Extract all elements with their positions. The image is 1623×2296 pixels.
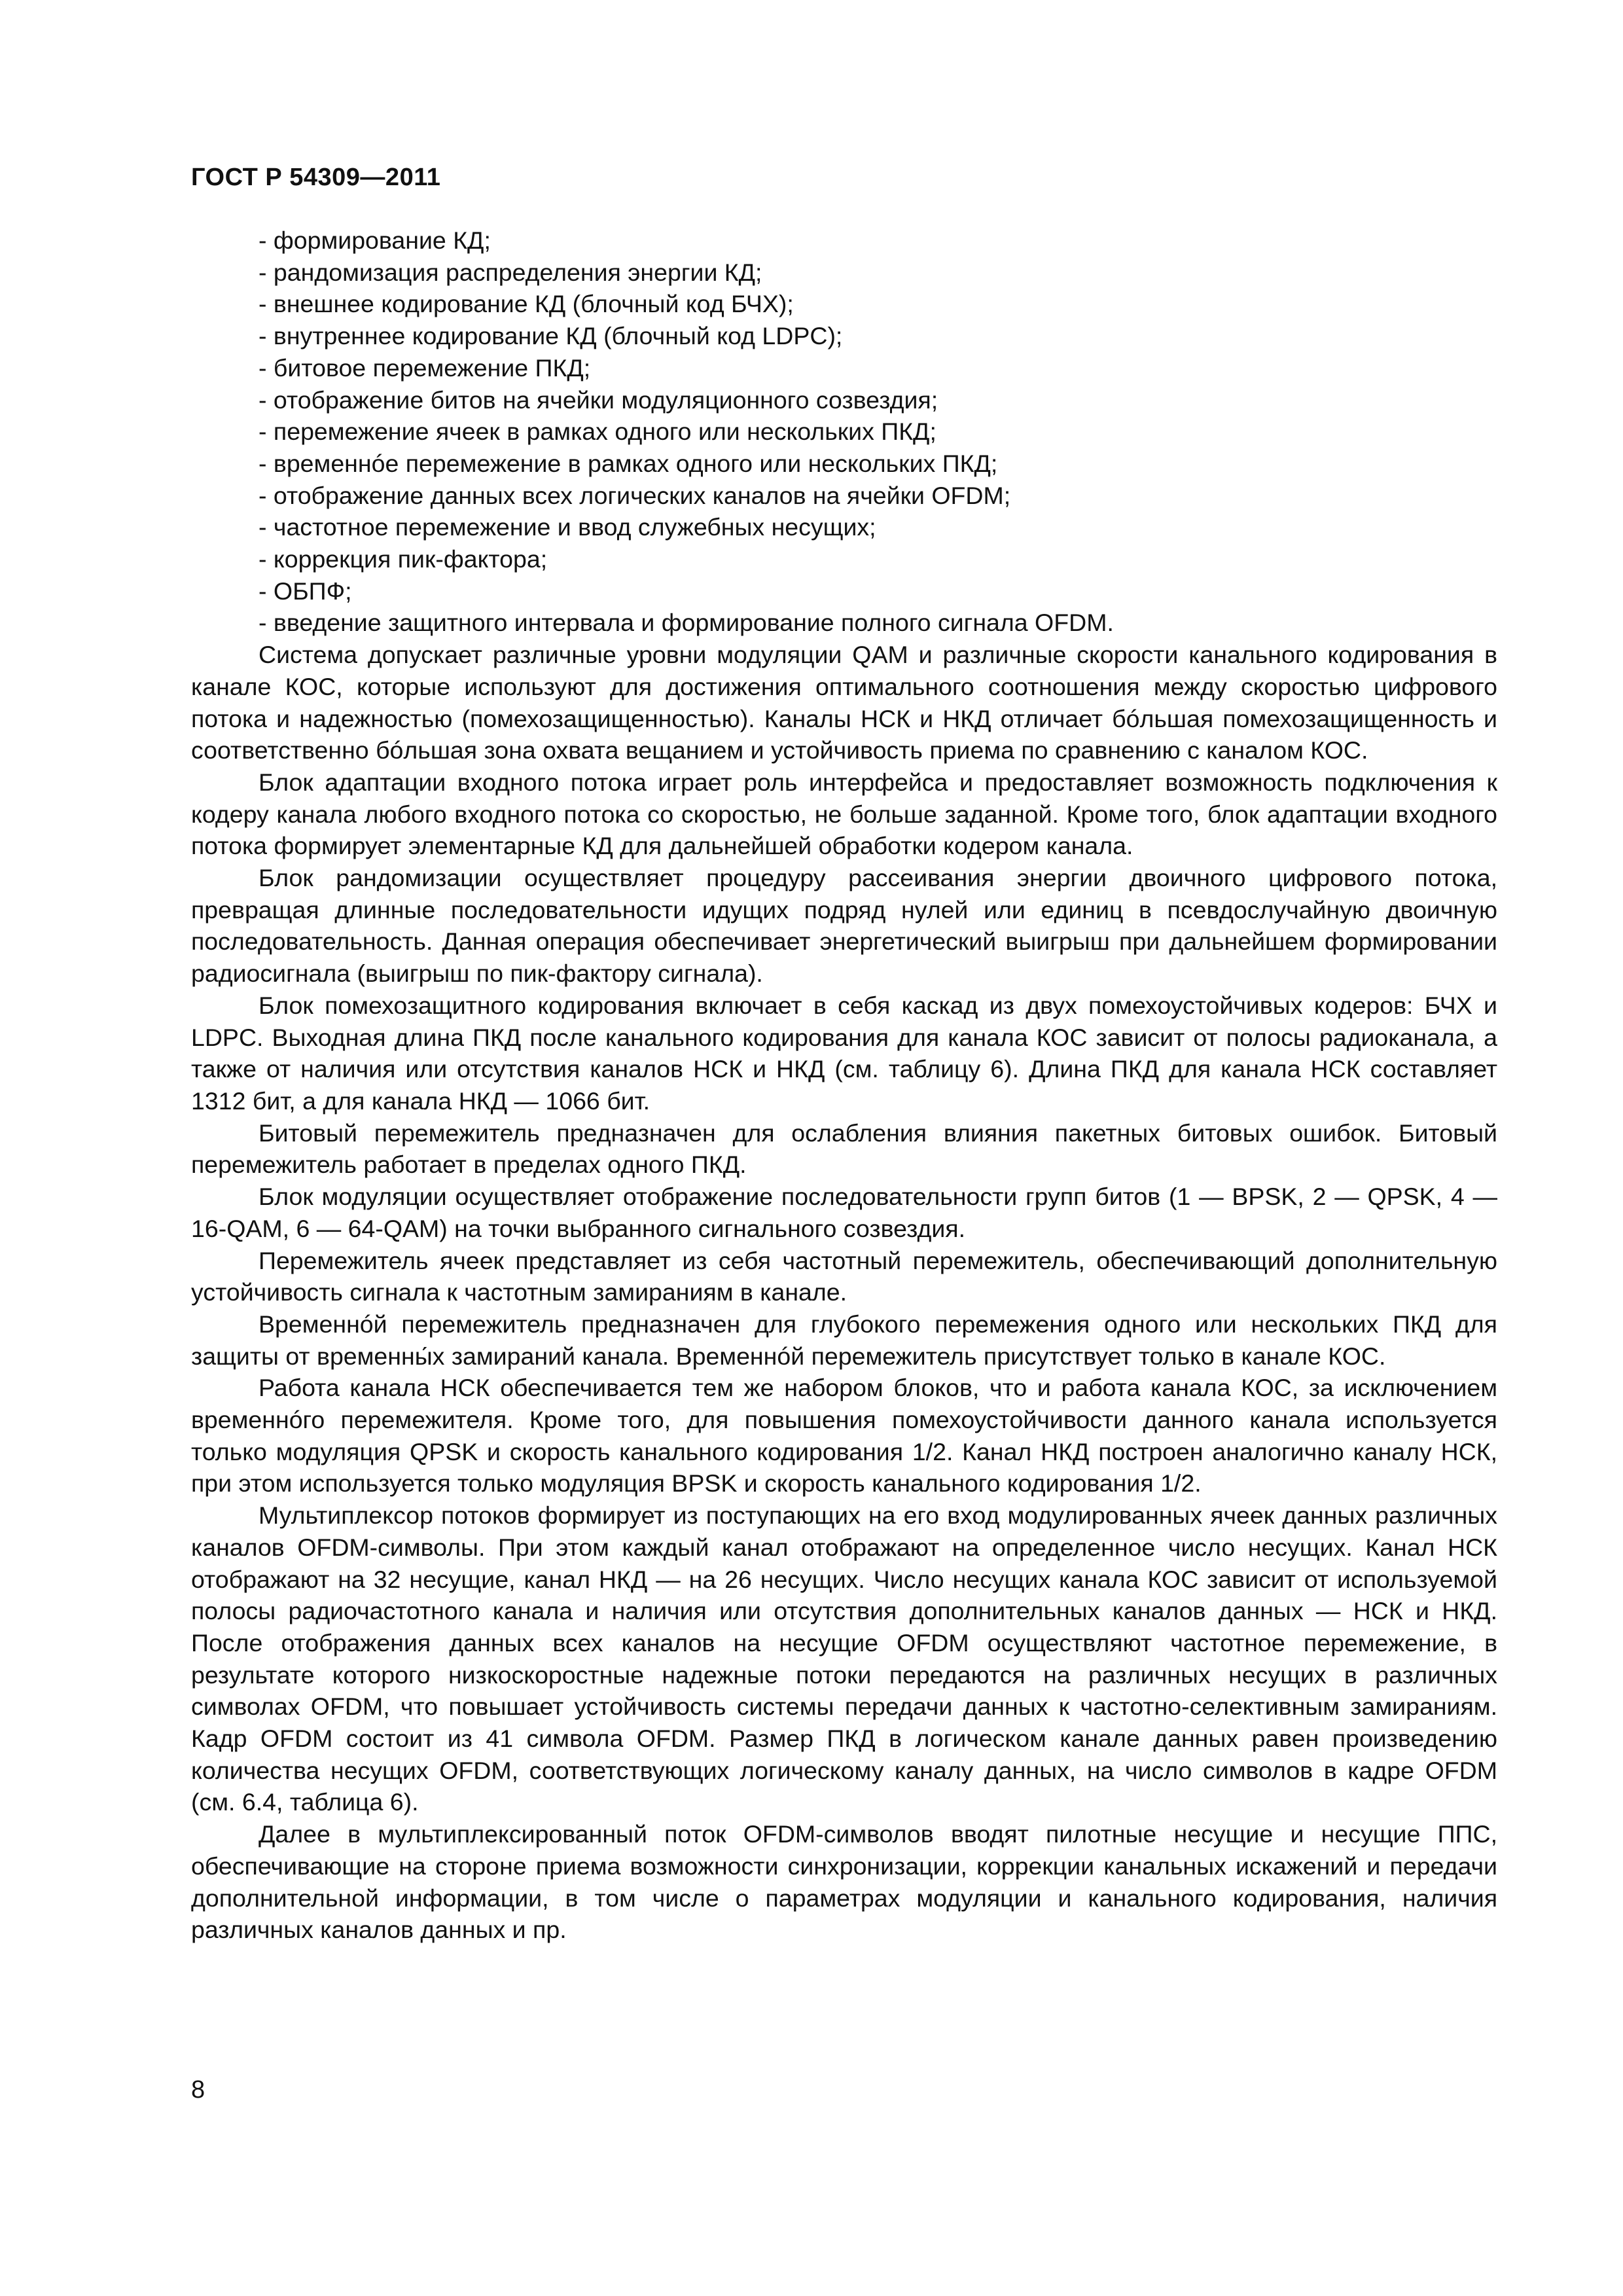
page-content [191, 224, 1497, 1946]
list-item: - битовое перемежение ПКД; [259, 353, 591, 382]
list-item: - введение защитного интервала и формирование полного сигнала OFDM. [259, 609, 1114, 637]
list-item: - временнóе перемежение в рамках одного или нескольких ПКД; [259, 449, 998, 477]
list-item: - внутреннее кодирование КД (блочный код LDPC); [259, 322, 843, 350]
list-item: - внешнее кодирование КД (блочный код БЧХ); [259, 290, 794, 318]
document-id-header: ГОСТ Р 54309—2011 [191, 164, 441, 191]
paragraph: Перемежитель ячеек представляет из себя частотный перемежитель, обеспечивающий дополнительную устойчивость сигнала к частотным замираниям в канале. [191, 1246, 1497, 1306]
paragraph: Битовый перемежитель предназначен для ослабления влияния пакетных битовых ошибок. Битовый перемежитель работает в пределах одного ПКД. [191, 1119, 1497, 1179]
paragraph: Мультиплексор потоков формирует из поступающих на его вход модулированных ячеек данных различных каналов OFDM-символы. При этом каждый канал отображают на определенное число несущих. Канал НСК отображают на 32 несущие, канал НКД — на 26 несущих. Число несущих канала КОС зависит от используемой полосы радиочастотного канала и наличия или отсутствия дополнительных каналов данных — НСК и НКД. После отображения данных всех каналов на несущие OFDM осуществляют частотное перемежение, в результате которого низкоскоростные надежные потоки передаются на различных несущих в различных символах OFDM, что повышает устойчивость системы передачи данных к частотно-селективным замираниям. Кадр OFDM состоит из 41 символа OFDM. Размер ПКД в логическом канале данных равен произведению количества несущих OFDM, соответствующих логическому каналу данных, на число символов в кадре OFDM (см. 6.4, таблица 6). [191, 1501, 1497, 1816]
list-item: - рандомизация распределения энергии КД; [259, 258, 762, 286]
paragraph: Блок адаптации входного потока играет роль интерфейса и предоставляет возможность подключения к кодеру канала любого входного потока со скоростью, не больше заданной. Кроме того, блок адаптации входного потока формирует элементарные КД для дальнейшей обработки кодером канала. [191, 768, 1497, 860]
paragraph: Блок модуляции осуществляет отображение последовательности групп битов (1 — BPSK, 2 — QPSK, 4 — 16-QAM, 6 — 64-QAM) на точки выбранного сигнального созвездия. [191, 1183, 1497, 1242]
list-item: - формирование КД; [259, 226, 491, 254]
list-item: - коррекция пик-фактора; [259, 545, 548, 573]
body-text [191, 639, 1497, 1946]
processing-steps-list [191, 224, 1497, 639]
paragraph: Работа канала НСК обеспечивается тем же набором блоков, что и работа канала КОС, за исключением временнóго перемежителя. Кроме того, для повышения помехоустойчивости данного канала используется только модуляция QPSK и скорость канального кодирования 1/2. Канал НКД построен аналогично каналу НСК, при этом используется только модуляция BPSK и скорость канального кодирования 1/2. [191, 1374, 1497, 1498]
list-item: - отображение данных всех логических каналов на ячейки OFDM; [259, 481, 1011, 509]
list-item: - отображение битов на ячейки модуляционного созвездия; [259, 386, 938, 414]
paragraph: Временнóй перемежитель предназначен для глубокого перемежения одного или нескольких ПКД для защиты от временны́х замираний канала. Временнóй перемежитель присутствует только в канале КОС. [191, 1310, 1497, 1370]
paragraph: Блок рандомизации осуществляет процедуру рассеивания энергии двоичного цифрового потока, превращая длинные последовательности идущих подряд нулей или единиц в псевдослучайную двоичную последовательность. Данная операция обеспечивает энергетический выигрыш при дальнейшем формировании радиосигнала (выигрыш по пик-фактору сигнала). [191, 864, 1497, 988]
list-item: - частотное перемежение и ввод служебных несущих; [259, 513, 876, 541]
list-item: - ОБПФ; [259, 577, 352, 605]
paragraph: Блок помехозащитного кодирования включает в себя каскад из двух помехоустойчивых кодеров: БЧХ и LDPC. Выходная длина ПКД после канального кодирования для канала КОС зависит от полосы радиоканала, а также от наличия или отсутствия каналов НСК и НКД (см. таблицу 6). Длина ПКД для канала НСК составляет 1312 бит, а для канала НКД — 1066 бит. [191, 991, 1497, 1115]
paragraph: Далее в мультиплексированный поток OFDM-символов вводят пилотные несущие и несущие ППС, обеспечивающие на стороне приема возможности синхронизации, коррекции канальных искажений и передачи дополнительной информации, в том числе о параметрах модуляции и канального кодирования, наличия различных каналов данных и пр. [191, 1820, 1497, 1944]
list-item: - перемежение ячеек в рамках одного или нескольких ПКД; [259, 418, 936, 446]
page-number: 8 [191, 2076, 205, 2104]
paragraph: Система допускает различные уровни модуляции QAM и различные скорости канального кодирования в канале КОС, которые используют для достижения оптимального соотношения между скоростью цифрового потока и надежностью (помехозащищенностью). Каналы НСК и НКД отличает бóльшая помехозащищенность и соответственно бóльшая зона охвата вещанием и устойчивость приема по сравнению с каналом КОС. [191, 641, 1497, 764]
